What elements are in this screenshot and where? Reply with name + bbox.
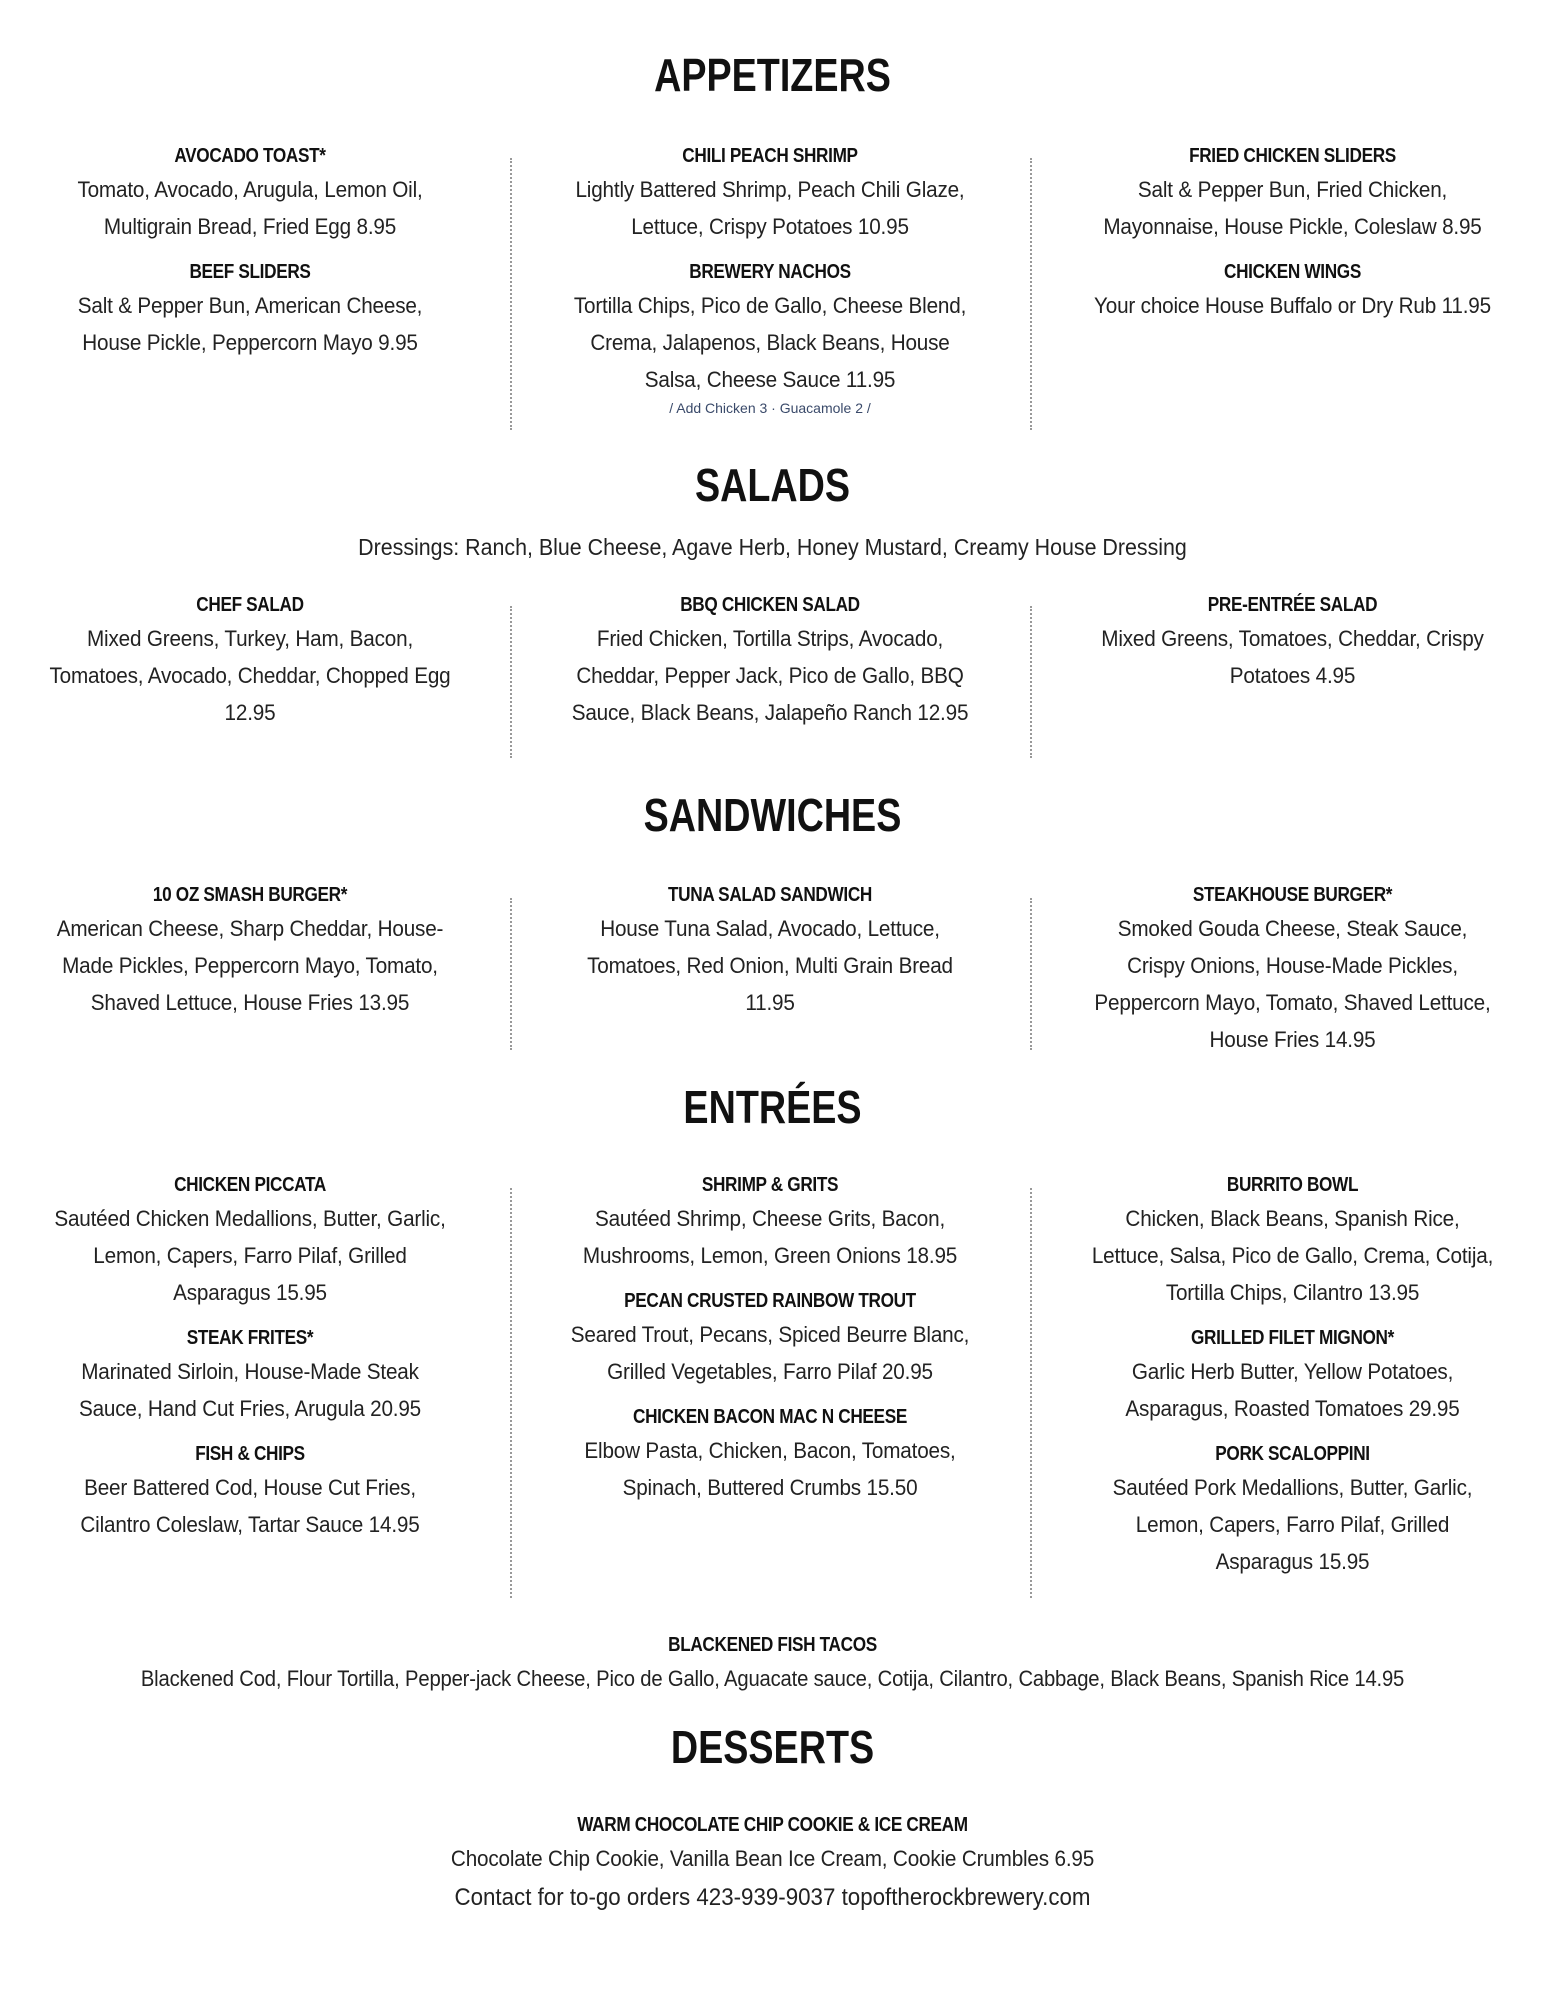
entrees-left-column <box>30 1170 470 1555</box>
item-description: Lightly Battered Shrimp, Peach Chili Glaze, Lettuce, Crispy Potatoes 10.95 <box>575 177 965 239</box>
item-name: BREWERY NACHOS <box>689 261 851 283</box>
item-name: CHILI PEACH SHRIMP <box>682 145 858 167</box>
column-divider <box>1030 158 1032 430</box>
sandwiches-mid-column <box>545 880 995 1033</box>
menu-item <box>30 1439 470 1543</box>
item-name: BLACKENED FISH TACOS <box>668 1634 877 1656</box>
menu-item <box>30 1170 470 1311</box>
item-description: Salt & Pepper Bun, Fried Chicken, Mayonnaise, House Pickle, Coleslaw 8.95 <box>1103 177 1482 239</box>
menu-item <box>545 1170 995 1274</box>
item-name: BEEF SLIDERS <box>189 261 311 283</box>
item-name: PRE-ENTRÉE SALAD <box>1207 594 1378 616</box>
item-description: Chicken, Black Beans, Spanish Rice, Lettuce, Salsa, Pico de Gallo, Crema, Cotija, Tortilla Chips, Cilantro 13.95 <box>1091 1206 1494 1305</box>
item-add-on-note: / Add Chicken 3 · Guacamole 2 / <box>669 400 871 416</box>
menu-item <box>545 880 995 1021</box>
item-name: FISH & CHIPS <box>195 1443 305 1465</box>
menu-item <box>1070 257 1515 324</box>
item-name: CHICKEN WINGS <box>1224 261 1361 283</box>
column-divider <box>510 158 512 430</box>
salads-heading: SALADS <box>694 459 851 511</box>
sandwiches-right-column <box>1070 880 1515 1070</box>
item-description: Fried Chicken, Tortilla Strips, Avocado, Cheddar, Pepper Jack, Pico de Gallo, BBQ Sauce, Black Beans, Jalapeño Ranch 12.95 <box>571 626 969 725</box>
item-description: Tomato, Avocado, Arugula, Lemon Oil, Multigrain Bread, Fried Egg 8.95 <box>77 177 423 239</box>
item-description: Seared Trout, Pecans, Spiced Beurre Blanc, Grilled Vegetables, Farro Pilaf 20.95 <box>570 1322 970 1384</box>
item-description: Elbow Pasta, Chicken, Bacon, Tomatoes, Spinach, Buttered Crumbs 15.50 <box>584 1438 956 1500</box>
item-name: CHICKEN BACON MAC N CHEESE <box>633 1406 907 1428</box>
item-description: Mixed Greens, Tomatoes, Cheddar, Crispy Potatoes 4.95 <box>1101 626 1484 688</box>
item-description: Smoked Gouda Cheese, Steak Sauce, Crispy Onions, House-Made Pickles, Peppercorn Mayo, Tomato, Shaved Lettuce, House Fries 14.95 <box>1094 916 1491 1052</box>
menu-item <box>30 257 470 361</box>
item-name: TUNA SALAD SANDWICH <box>667 884 872 906</box>
appetizers-right-column <box>1070 141 1515 336</box>
entrees-heading: ENTRÉES <box>683 1081 862 1133</box>
item-description: Your choice House Buffalo or Dry Rub 11.95 <box>1094 293 1491 318</box>
menu-item <box>1070 1323 1515 1427</box>
column-divider <box>510 1188 512 1598</box>
column-divider <box>1030 606 1032 758</box>
item-name: PORK SCALOPPINI <box>1215 1443 1370 1465</box>
salads-left-column <box>30 590 470 743</box>
menu-item <box>30 1323 470 1427</box>
item-name: CHEF SALAD <box>196 594 304 616</box>
menu-item <box>1070 141 1515 245</box>
item-description: Sautéed Pork Medallions, Butter, Garlic, Lemon, Capers, Farro Pilaf, Grilled Asparagus 15.95 <box>1112 1475 1473 1574</box>
menu-item <box>545 257 995 416</box>
appetizers-heading: APPETIZERS <box>654 49 891 101</box>
contact-line: Contact for to-go orders 423-939-9037 topoftherockbrewery.com <box>454 1884 1091 1911</box>
item-description: Blackened Cod, Flour Tortilla, Pepper-jack Cheese, Pico de Gallo, Aguacate sauce, Cotija, Cilantro, Cabbage, Black Beans, Spanish Rice 14.95 <box>140 1666 1405 1691</box>
item-name: BBQ CHICKEN SALAD <box>680 594 860 616</box>
menu-item <box>1070 880 1515 1058</box>
desserts-heading: DESSERTS <box>670 1721 875 1773</box>
item-description: Tortilla Chips, Pico de Gallo, Cheese Blend, Crema, Jalapenos, Black Beans, House Salsa, Cheese Sauce 11.95 <box>573 293 967 392</box>
item-description: Garlic Herb Butter, Yellow Potatoes, Asparagus, Roasted Tomatoes 29.95 <box>1125 1359 1460 1421</box>
menu-item <box>1070 590 1515 694</box>
menu-item <box>1070 1439 1515 1580</box>
entrees-right-column <box>1070 1170 1515 1592</box>
item-description: Sautéed Shrimp, Cheese Grits, Bacon, Mushrooms, Lemon, Green Onions 18.95 <box>582 1206 958 1268</box>
item-name: 10 OZ SMASH BURGER* <box>152 884 348 906</box>
salads-mid-column <box>545 590 995 743</box>
menu-item <box>545 1402 995 1506</box>
menu-item <box>1070 1170 1515 1311</box>
item-name: CHICKEN PICCATA <box>174 1174 326 1196</box>
item-name: GRILLED FILET MIGNON* <box>1190 1327 1394 1349</box>
full-width-menu-item <box>0 1630 1545 1697</box>
sandwiches-left-column <box>30 880 470 1033</box>
item-name: AVOCADO TOAST* <box>174 145 326 167</box>
item-name: WARM CHOCOLATE CHIP COOKIE & ICE CREAM <box>577 1814 968 1836</box>
menu-item <box>30 141 470 245</box>
item-description: Sautéed Chicken Medallions, Butter, Garlic, Lemon, Capers, Farro Pilaf, Grilled Asparagus 15.95 <box>54 1206 446 1305</box>
column-divider <box>1030 1188 1032 1598</box>
item-description: American Cheese, Sharp Cheddar, House-Made Pickles, Peppercorn Mayo, Tomato, Shaved Lettuce, House Fries 13.95 <box>56 916 444 1015</box>
item-name: STEAK FRITES* <box>186 1327 314 1349</box>
item-name: SHRIMP & GRITS <box>701 1174 839 1196</box>
appetizers-left-column <box>30 141 470 373</box>
item-name: PECAN CRUSTED RAINBOW TROUT <box>624 1290 916 1312</box>
item-name: FRIED CHICKEN SLIDERS <box>1189 145 1396 167</box>
item-description: Salt & Pepper Bun, American Cheese, House Pickle, Peppercorn Mayo 9.95 <box>77 293 423 355</box>
item-description: Mixed Greens, Turkey, Ham, Bacon, Tomatoes, Avocado, Cheddar, Chopped Egg 12.95 <box>49 626 451 725</box>
item-description: Chocolate Chip Cookie, Vanilla Bean Ice Cream, Cookie Crumbles 6.95 <box>450 1846 1095 1871</box>
salad-dressings-line: Dressings: Ranch, Blue Cheese, Agave Herb, Honey Mustard, Creamy House Dressing <box>358 534 1187 560</box>
menu-item <box>30 590 470 731</box>
item-description: House Tuna Salad, Avocado, Lettuce, Tomatoes, Red Onion, Multi Grain Bread 11.95 <box>587 916 953 1015</box>
menu-item <box>545 141 995 245</box>
item-name: BURRITO BOWL <box>1226 1174 1359 1196</box>
salads-right-column <box>1070 590 1515 706</box>
dessert-item <box>0 1810 1545 1877</box>
item-name: STEAKHOUSE BURGER* <box>1192 884 1393 906</box>
column-divider <box>510 898 512 1050</box>
menu-item <box>545 1286 995 1390</box>
entrees-mid-column <box>545 1170 995 1518</box>
column-divider <box>1030 898 1032 1050</box>
column-divider <box>510 606 512 758</box>
menu-item <box>545 590 995 731</box>
sandwiches-heading: SANDWICHES <box>643 789 902 841</box>
item-description: Beer Battered Cod, House Cut Fries, Cilantro Coleslaw, Tartar Sauce 14.95 <box>80 1475 420 1537</box>
appetizers-mid-column <box>545 141 995 428</box>
menu-item <box>30 880 470 1021</box>
item-description: Marinated Sirloin, House-Made Steak Sauce, Hand Cut Fries, Arugula 20.95 <box>78 1359 422 1421</box>
